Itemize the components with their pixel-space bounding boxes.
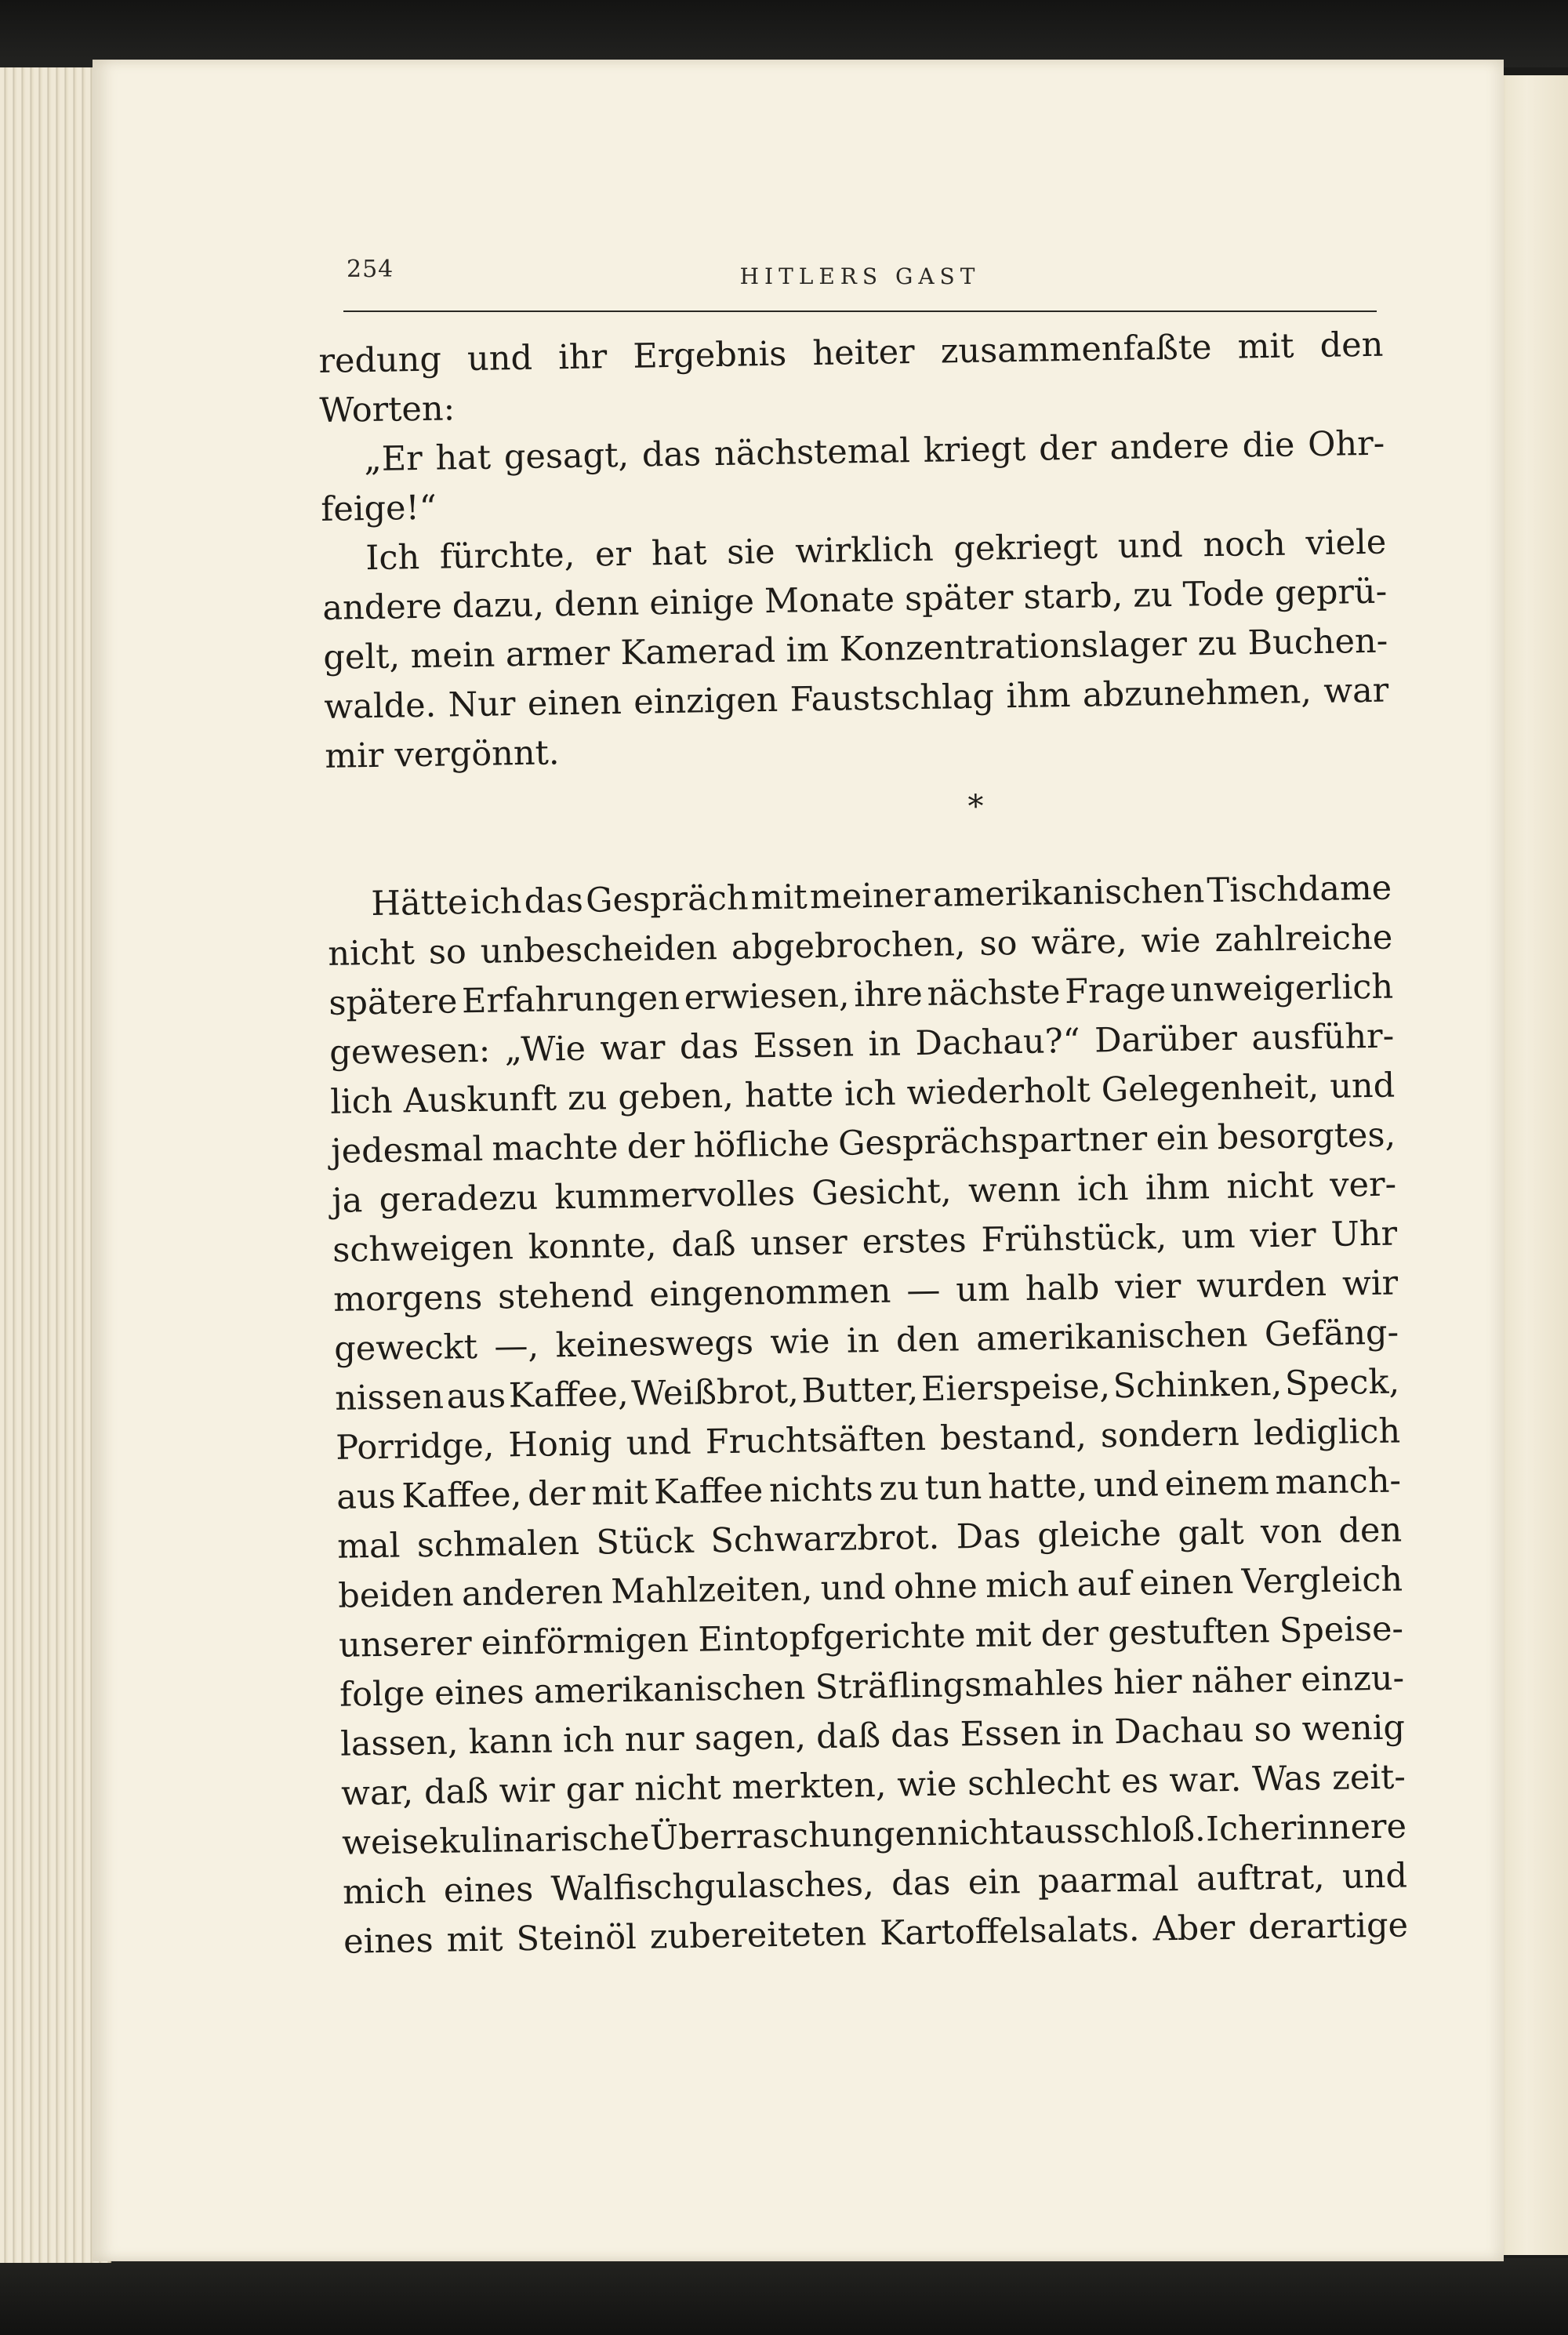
- text-line: Worten:: [319, 389, 456, 430]
- text-line: eines mit Steinöl zubereiteten Kartoffelsalats. Aber derartige: [343, 1905, 1409, 1962]
- body-text: [318, 321, 1408, 1967]
- text-line: mich eines Walfischgulasches, das ein paarmal auftrat, und: [342, 1856, 1408, 1912]
- page-number: 254: [347, 256, 394, 283]
- section-separator: *: [967, 788, 984, 826]
- text-line: walde. Nur einen einzigen Faustschlag ihm abzunehmen, war: [324, 670, 1389, 727]
- next-page-leaf: [1494, 75, 1568, 2255]
- scan-top-background: [0, 0, 1568, 67]
- text-line: jedesmal machte der höfliche Gesprächspartner ein besorgtes,: [330, 1115, 1396, 1171]
- text-line: Hätte ich das Gespräch mit meiner amerikanischen Tischdame: [370, 868, 1392, 924]
- text-line: ja geradezu kummervolles Gesicht, wenn ich ihm nicht ver-: [331, 1164, 1397, 1221]
- text-line: morgens stehend eingenommen — um halb vier wurden wir: [332, 1263, 1399, 1320]
- text-line: spätere Erfahrungen erwiesen, ihre nächste Frage unweigerlich: [328, 967, 1394, 1023]
- text-line: aus Kaffee, der mit Kaffee nichts zu tun hatte, und einem manch-: [336, 1461, 1402, 1517]
- text-line: unserer einförmigen Eintopfgerichte mit der gestuften Speise-: [338, 1609, 1404, 1665]
- text-line: geweckt —, keineswegs wie in den amerikanischen Gefäng-: [333, 1313, 1399, 1369]
- text-line: mal schmalen Stück Schwarzbrot. Das gleiche galt von den: [336, 1510, 1403, 1567]
- text-line: mir vergönnt.: [325, 733, 560, 776]
- text-line: „Er hat gesagt, das nächstemal kriegt der andere die Ohr-: [364, 423, 1385, 480]
- text-line: gewesen: „Wie war das Essen in Dachau?“ Darüber ausführ-: [328, 1016, 1395, 1073]
- text-line: war, daß wir gar nicht merkten, wie schlecht es war. Was zeit-: [340, 1757, 1406, 1814]
- text-line: Porridge, Honig und Fruchtsäften bestand, sondern lediglich: [335, 1411, 1401, 1468]
- text-line: weise kulinarische Überraschungen nicht ausschloß. Ich erinnere: [341, 1807, 1407, 1863]
- text-line: gelt, mein armer Kamerad im Konzentrationslager zu Buchen-: [323, 621, 1388, 677]
- text-line: nicht so unbescheiden abgebrochen, so wäre, wie zahlreiche: [327, 917, 1393, 974]
- scan-bottom-background: [0, 2258, 1568, 2335]
- text-line: beiden anderen Mahlzeiten, und ohne mich auf einen Vergleich: [337, 1560, 1403, 1616]
- text-line: folge eines amerikanischen Sträflingsmahles hier näher einzu-: [339, 1658, 1405, 1715]
- text-line: lich Auskunft zu geben, hatte ich wiederholt Gelegenheit, und: [329, 1066, 1396, 1122]
- text-line: nissen aus Kaffee, Weißbrot, Butter, Eierspeise, Schinken, Speck,: [334, 1362, 1400, 1418]
- page-header: [343, 256, 1377, 312]
- text-line: redung und ihr Ergebnis heiter zusammenfaßte mit den: [318, 325, 1384, 381]
- text-line: Ich fürchte, er hat sie wirklich gekriegt und noch viele: [365, 522, 1387, 579]
- text-line: lassen, kann ich nur sagen, daß das Essen in Dachau so wenig: [339, 1708, 1406, 1764]
- text-line: feige!“: [321, 488, 437, 529]
- running-title: HITLERS GAST: [739, 263, 981, 289]
- text-line: schweigen konnte, daß unser erstes Frühstück, um vier Uhr: [332, 1214, 1398, 1270]
- text-line: andere dazu, denn einige Monate später starb, zu Tode geprü-: [322, 572, 1388, 628]
